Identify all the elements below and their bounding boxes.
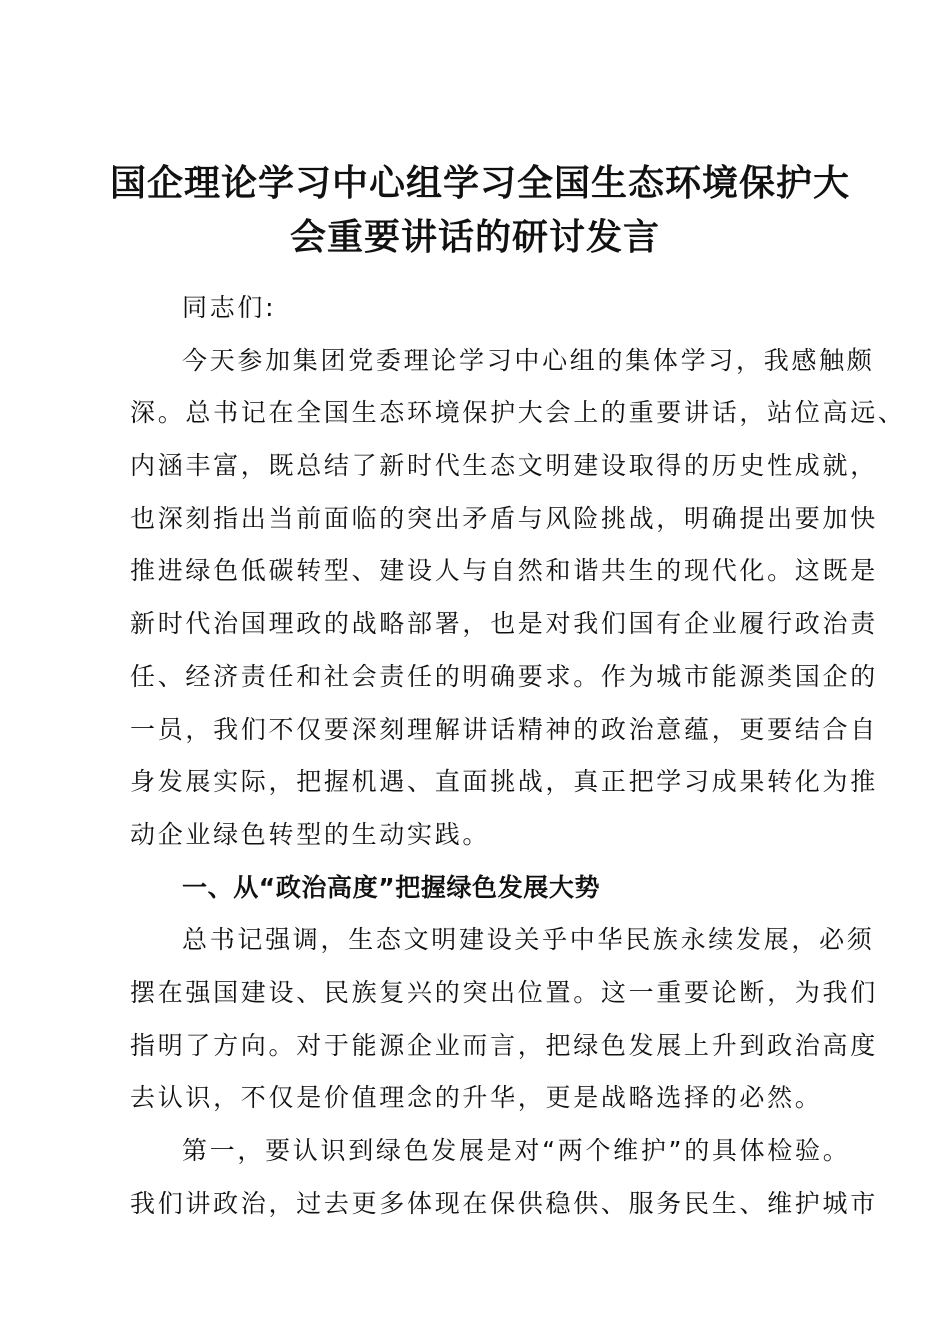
document-title: [110, 156, 851, 264]
paragraph-line: 推进绿色低碳转型、建设人与自然和谐共生的现代化。这既是: [130, 556, 878, 586]
salutation: 同志们:: [182, 293, 277, 322]
section-heading: 一、从“政治高度”把握绿色发展大势: [182, 872, 601, 902]
paragraph-line: 摆在强国建设、民族复兴的突出位置。这一重要论断，为我们: [130, 977, 878, 1007]
paragraph-line: 第一，要认识到绿色发展是对“两个维护”的具体检验。: [182, 1136, 851, 1165]
paragraph-line: 我们讲政治，过去更多体现在保供稳供、服务民生、维护城市: [130, 1188, 878, 1218]
paragraph-line: 任、经济责任和社会责任的明确要求。作为城市能源类国企的: [130, 661, 878, 691]
title-line: 会重要讲话的研讨发言: [289, 216, 660, 258]
paragraph-point1: [130, 1125, 878, 1230]
paragraph-line: 指明了方向。对于能源企业而言，把绿色发展上升到政治高度: [130, 1030, 878, 1060]
paragraph-line: 动企业绿色转型的生动实践。: [130, 819, 491, 849]
paragraph-line: 去认识，不仅是价值理念的升华，更是战略选择的必然。: [130, 1083, 823, 1113]
paragraph-line: 一员，我们不仅要深刻理解讲话精神的政治意蕴，更要结合自: [130, 714, 878, 744]
paragraph-line: 身发展实际，把握机遇、直面挑战，真正把学习成果转化为推: [130, 767, 878, 797]
paragraph-section1: [130, 914, 878, 1125]
title-line: 国企理论学习中心组学习全国生态环境保护大: [110, 162, 851, 204]
paragraph-line: 今天参加集团党委理论学习中心组的集体学习，我感触颇: [182, 345, 875, 375]
document-body: [130, 282, 906, 1230]
paragraph-intro: [130, 335, 906, 862]
paragraph-line: 内涵丰富，既总结了新时代生态文明建设取得的历史性成就，: [130, 451, 878, 481]
paragraph-line: 深。总书记在全国生态环境保护大会上的重要讲话，站位高远、: [130, 398, 906, 428]
paragraph-line: 新时代治国理政的战略部署，也是对我们国有企业履行政治责: [130, 609, 878, 639]
paragraph-line: 总书记强调，生态文明建设关乎中华民族永续发展，必须: [182, 925, 875, 955]
paragraph-line: 也深刻指出当前面临的突出矛盾与风险挑战，明确提出要加快: [130, 503, 878, 533]
